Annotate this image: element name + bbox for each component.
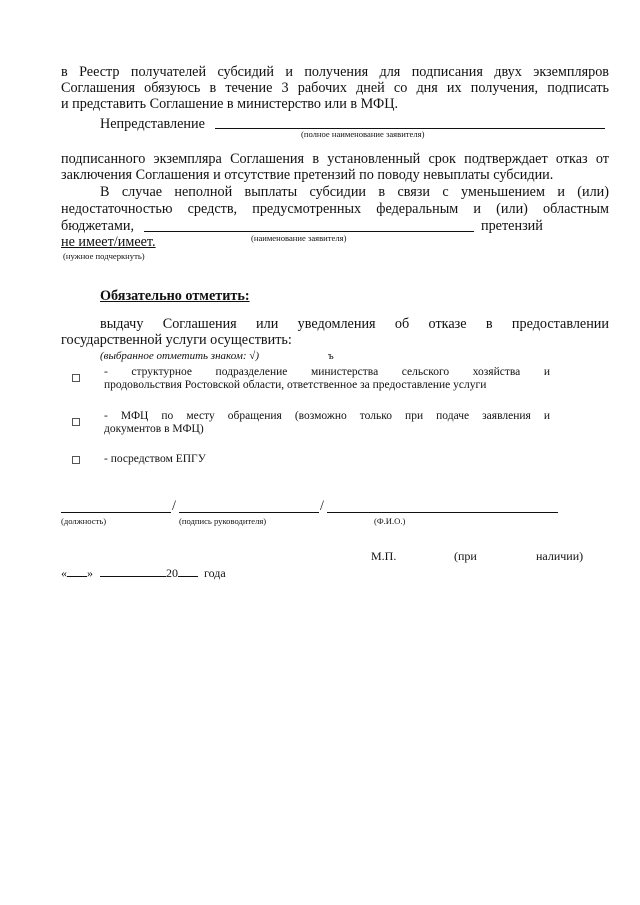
- para2-lead: Непредставление: [100, 116, 205, 132]
- section-title: Обязательно отметить:: [100, 288, 250, 304]
- applicant-name-line[interactable]: [144, 231, 474, 232]
- para3-line3-lead: бюджетами,: [61, 218, 135, 234]
- date-year-prefix: 20: [166, 566, 178, 580]
- signature-line[interactable]: [179, 512, 319, 513]
- para3-line1: В случае неполной выплаты субсидии в связи с уменьшением и (или): [100, 184, 609, 200]
- option-checkbox-ministry[interactable]: [72, 374, 80, 382]
- para1-line2: Соглашения обязуюсь в течение 3 рабочих дней со дня их получения, подписать: [61, 80, 609, 96]
- para2-hint: (полное наименование заявителя): [301, 129, 425, 139]
- para1-line3: и представить Соглашение в министерство или в МФЦ.: [61, 96, 399, 112]
- position-hint: (должность): [61, 516, 107, 526]
- position-line[interactable]: [61, 512, 171, 513]
- section-line1: выдачу Соглашения или уведомления об отказе в предоставлении: [100, 316, 609, 332]
- option-epgu-line1: - посредством ЕПГУ: [104, 453, 206, 465]
- separator-2: /: [320, 498, 324, 514]
- para2-line3: заключения Соглашения и отсутствие претензий по поводу невыплаты субсидии.: [61, 167, 554, 183]
- name-hint: (Ф.И.О.): [374, 516, 406, 526]
- date-close-quote: »: [87, 566, 93, 580]
- separator-1: /: [172, 498, 176, 514]
- date-suffix: года: [204, 566, 226, 580]
- para2-line2: подписанного экземпляра Соглашения в установленный срок подтверждает отказ от: [61, 151, 609, 167]
- para3-hint-underline: (нужное подчеркнуть): [63, 251, 145, 261]
- option-checkbox-epgu[interactable]: [72, 456, 80, 464]
- section-line2: государственной услуги осуществить:: [61, 332, 292, 348]
- option-ministry-line2: продовольствия Ростовской области, ответственное за предоставление услуги: [104, 379, 487, 391]
- option-checkbox-mfc[interactable]: [72, 418, 80, 426]
- full-name-line[interactable]: [327, 512, 558, 513]
- para3-line3-tail: претензий: [481, 218, 543, 234]
- option-mfc-line1: - МФЦ по месту обращения (возможно только при подаче заявления и: [104, 410, 550, 422]
- stamp-pri: (при: [454, 549, 477, 563]
- para3-hint-name: (наименование заявителя): [251, 233, 347, 243]
- date-row: [61, 564, 226, 580]
- date-open-quote: «: [61, 566, 67, 580]
- para3-line4: не имеет/имеет.: [61, 234, 156, 250]
- stray-char: ъ: [328, 350, 334, 362]
- para3-line2: недостаточностью средств, предусмотренных федеральным и (или) областным: [61, 201, 609, 217]
- date-year-line[interactable]: [178, 564, 198, 577]
- section-hint: (выбранное отметить знаком: √): [100, 350, 260, 362]
- para1-line1: в Реестр получателей субсидий и получения для подписания двух экземпляров: [61, 64, 609, 80]
- date-day-line[interactable]: [67, 564, 87, 577]
- stamp-nalichii: наличии): [536, 549, 584, 563]
- stamp-mp: М.П.: [371, 549, 397, 563]
- date-month-line[interactable]: [100, 564, 166, 577]
- option-ministry-line1: - структурное подразделение министерства сельского хозяйства и: [104, 366, 550, 378]
- option-mfc-line2: документов в МФЦ): [104, 423, 204, 435]
- signature-hint: (подпись руководителя): [179, 516, 267, 526]
